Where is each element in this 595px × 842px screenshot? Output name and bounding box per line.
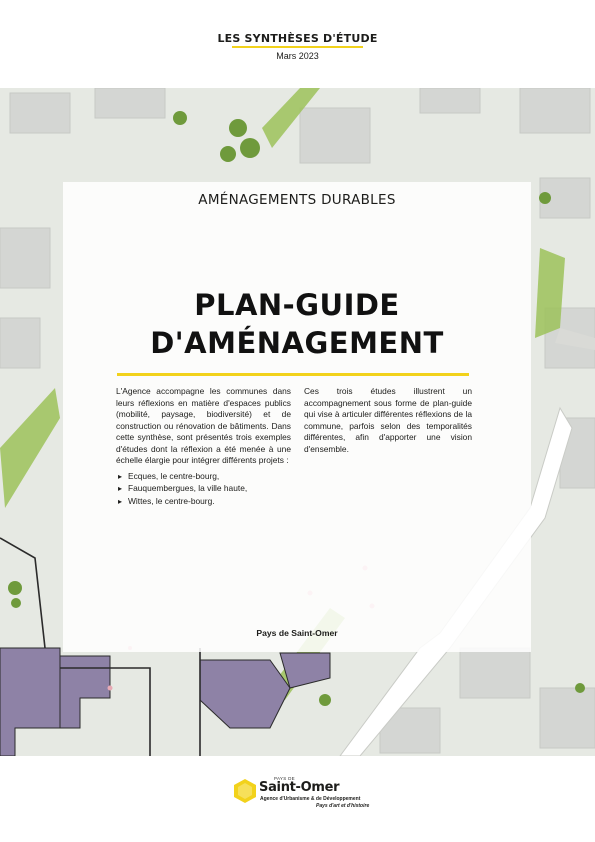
summary-paragraph: Ces trois études illustrent un accompagnement sous forme de plan-guide qui vise à articuler différentes réflexions de la commune, parfois selon des temporalités différentes, afin d'apporter une vision d'ensemble. xyxy=(304,386,472,454)
logo-tagline: Pays d'art et d'histoire xyxy=(316,803,370,809)
hexagon-logo-icon xyxy=(232,778,258,804)
title-line-2: D'AMÉNAGEMENT xyxy=(150,326,444,360)
study-list xyxy=(116,471,291,508)
list-item: ▸ Wittes, le centre-bourg. xyxy=(128,496,291,508)
territory-label: Pays de Saint-Omer xyxy=(256,628,338,638)
intro-paragraph: L'Agence accompagne les communes dans leurs réflexions en matière d'espaces publics (mobilité, paysage, biodiversité) et de construction ou rénovation de bâtiments. Dans cette synthèse, sont présentés trois exemples d'études dont la réflexion a été menée à une échelle élargie pour intégrer différents projets : xyxy=(116,386,291,465)
theme-heading: AMÉNAGEMENTS DURABLES xyxy=(198,192,396,208)
publication-date: Mars 2023 xyxy=(276,51,319,61)
title-line-1: PLAN-GUIDE xyxy=(194,288,400,322)
series-title: LES SYNTHÈSES D'ÉTUDE xyxy=(217,32,378,45)
agency-logo xyxy=(232,776,370,809)
list-item: ▸ Ecques, le centre-bourg, xyxy=(128,471,291,483)
list-item: ▸ Fauquembergues, la ville haute, xyxy=(128,483,291,495)
logo-name: Saint-Omer xyxy=(259,780,340,795)
intro-left-column xyxy=(116,386,291,508)
document-title xyxy=(63,286,531,362)
logo-prefix: PAYS DE xyxy=(274,776,295,781)
intro-right-column xyxy=(304,386,472,455)
series-title-underline xyxy=(232,46,363,48)
title-underline xyxy=(117,373,469,376)
logo-subtitle: Agence d'Urbanisme & de Développement xyxy=(260,796,361,802)
